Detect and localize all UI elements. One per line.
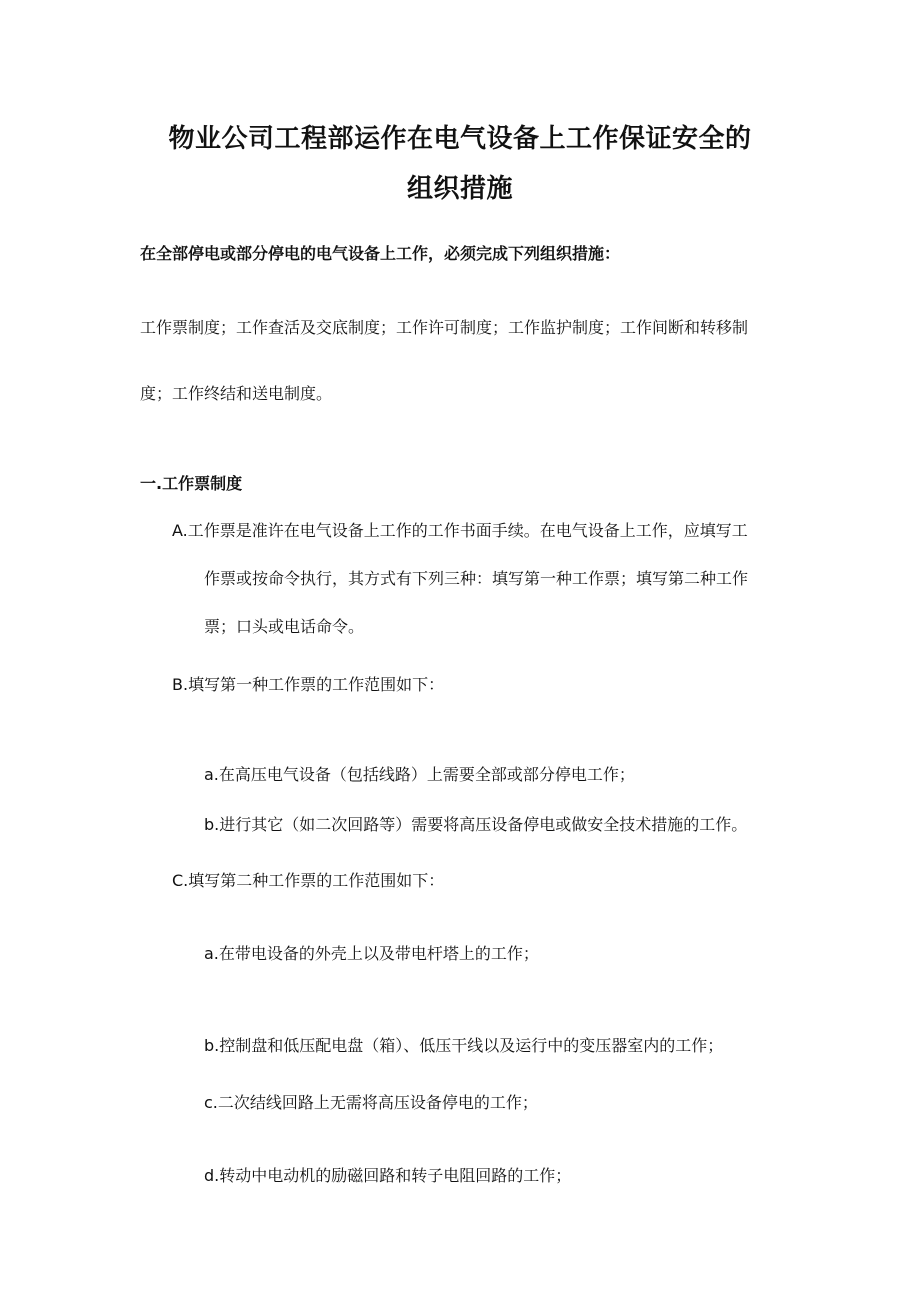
list-item: a.在高压电气设备（包括线路）上需要全部或部分停电工作； — [204, 765, 635, 784]
list-item: b.进行其它（如二次回路等）需要将高压设备停电或做安全技术措施的工作。 — [204, 815, 748, 834]
paragraph-a-line2: 作票或按命令执行，其方式有下列三种：填写第一种工作票；填写第二种工作 — [204, 569, 749, 588]
list-item: d.转动中电动机的励磁回路和转子电阻回路的工作； — [204, 1166, 572, 1185]
measures-line2: 度；工作终结和送电制度。 — [140, 384, 333, 403]
paragraph-a-line3: 票；口头或电话命令。 — [204, 617, 365, 636]
intro-heading: 在全部停电或部分停电的电气设备上工作，必须完成下列组织措施： — [140, 244, 621, 263]
list-item: c.二次结线回路上无需将高压设备停电的工作； — [204, 1093, 538, 1112]
measures-line1: 工作票制度；工作查活及交底制度；工作许可制度；工作监护制度；工作间断和转移制 — [140, 318, 749, 337]
list-item: a.在带电设备的外壳上以及带电杆塔上的工作； — [204, 944, 539, 963]
list-item: b.控制盘和低压配电盘（箱）、低压干线以及运行中的变压器室内的工作； — [204, 1036, 724, 1055]
document-title-line2: 组织措施 — [406, 174, 513, 204]
paragraph-b-label: B.填写第一种工作票的工作范围如下： — [172, 675, 445, 694]
section-heading-work-ticket: 一.工作票制度 — [140, 474, 243, 493]
document-title-line1: 物业公司工程部运作在电气设备上工作保证安全的 — [168, 124, 752, 154]
paragraph-a-line1: A.工作票是准许在电气设备上工作的工作书面手续。在电气设备上工作，应填写工 — [172, 521, 748, 540]
paragraph-c-label: C.填写第二种工作票的工作范围如下： — [172, 871, 445, 890]
